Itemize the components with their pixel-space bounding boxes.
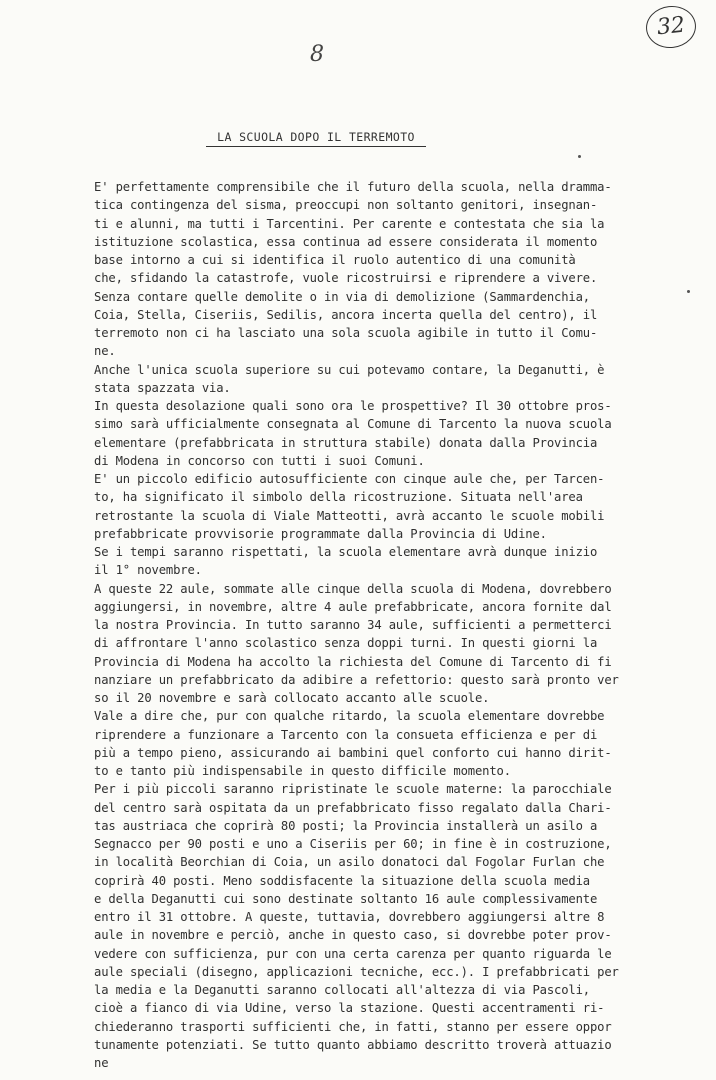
text-line: aule speciali (disegno, applicazioni tecniche, ecc.). I prefabbricati per xyxy=(94,964,619,979)
text-line: cioè a fianco di via Udine, verso la stazione. Questi accentramenti ri- xyxy=(94,1001,605,1016)
text-line: to e tanto più indispensabile in questo difficile momento. xyxy=(94,764,511,778)
text-line: Anche l'unica scuola superiore su cui potevamo contare, la Deganutti, è xyxy=(94,362,605,377)
text-line: prefabbricate provvisorie programmate dalla Provincia di Udine. xyxy=(94,526,547,541)
text-line: la nostra Provincia. In tutto saranno 34 aule, sufficienti a permetterci xyxy=(94,618,612,632)
text-line: stata spazzata via. xyxy=(94,380,231,395)
text-line: Segnacco per 90 posti e uno a Ciseriis per 60; in fine è in costruzione, xyxy=(94,837,612,851)
text-line: In questa desolazione quali sono ora le prospettive? Il 30 ottobre pros- xyxy=(94,399,612,413)
text-line: vedere con sufficienza, pur con una certa carenza per quanto riguarda le xyxy=(94,946,612,961)
text-line: so il 20 novembre e sarà collocato accanto alle scuole. xyxy=(94,691,490,705)
body-text xyxy=(94,178,674,1072)
text-line: aggiungersi, in novembre, altre 4 aule prefabbricate, ancora fornite dal xyxy=(94,599,612,614)
text-line: Provincia di Modena ha accolto la richiesta del Comune di Tarcento di fi xyxy=(94,654,612,669)
text-line: riprendere a funzionare a Tarcento con la consueta efficienza e per di xyxy=(94,727,598,742)
text-line: Vale a dire che, pur con qualche ritardo, la scuola elementare dovrebbe xyxy=(94,709,605,724)
text-line: tunamente potenziati. Se tutto quanto abbiamo descritto troverà attuazio xyxy=(94,1037,612,1052)
text-line: la media e la Deganutti saranno collocati all'altezza di via Pascoli, xyxy=(94,983,590,997)
text-line: Coia, Stella, Ciseriis, Sedilis, ancora incerta quella del centro), il xyxy=(94,307,598,322)
text-line: tica contingenza del sisma, preoccupi non soltanto genitori, insegnan- xyxy=(94,198,598,213)
text-line: Per i più piccoli saranno ripristinate le scuole materne: la parocchiale xyxy=(94,782,612,797)
text-line: e della Deganutti cui sono destinate soltanto 16 aule complessivamente xyxy=(94,891,598,906)
text-line: chiederanno trasporti sufficienti che, in fatti, stanno per essere oppor xyxy=(94,1019,612,1034)
text-line: che, sfidando la catastrofe, vuole ricostruirsi e riprendere a vivere. xyxy=(94,271,598,286)
handwritten-page-number: 32 xyxy=(644,4,698,51)
text-line: del centro sarà ospitata da un prefabbricato fisso regalato dalla Chari- xyxy=(94,800,612,815)
text-line: nanziare un prefabbricato da adibire a refettorio: questo sarà pronto ver xyxy=(94,672,619,687)
text-line: in località Beorchian di Coia, un asilo donatoci dal Fogolar Furlan che xyxy=(94,855,605,870)
document-title: LA SCUOLA DOPO IL TERREMOTO xyxy=(206,130,426,147)
speck-mark xyxy=(687,290,690,293)
text-line: base intorno a cui si identifica il ruolo autentico di una comunità xyxy=(94,253,576,267)
text-line: più a tempo pieno, assicurando ai bambini quel conforto cui hanno dirit- xyxy=(94,745,612,760)
text-line: tas austriaca che coprirà 80 posti; la Provincia installerà un asilo a xyxy=(94,818,598,833)
text-line: entro il 31 ottobre. A queste, tuttavia, dovrebbero aggiungersi altre 8 xyxy=(94,910,605,924)
text-line: E' perfettamente comprensibile che il futuro della scuola, nella dramma- xyxy=(94,180,612,194)
text-line: A queste 22 aule, sommate alle cinque della scuola di Modena, dovrebbero xyxy=(94,581,612,596)
text-line: ne xyxy=(94,1056,109,1070)
text-line: di affrontare l'anno scolastico senza doppi turni. In questi giorni la xyxy=(94,636,598,651)
text-line: di Modena in concorso con tutti i suoi Comuni. xyxy=(94,453,425,468)
text-line: il 1° novembre. xyxy=(94,563,202,578)
text-line: aule in novembre e perciò, anche in questo caso, si dovrebbe poter prov- xyxy=(94,928,612,943)
text-line: ne. xyxy=(94,344,116,359)
text-line: istituzione scolastica, essa continua ad essere considerata il momento xyxy=(94,234,598,249)
text-line: Se i tempi saranno rispettati, la scuola elementare avrà dunque inizio xyxy=(94,545,598,559)
text-line: ti e alunni, ma tutti i Tarcentini. Per carente e contestata che sia la xyxy=(94,216,605,231)
text-line: elementare (prefabbricata in struttura stabile) donata dalla Provincia xyxy=(94,435,598,450)
text-line: simo sarà ufficialmente consegnata al Comune di Tarcento la nuova scuola xyxy=(94,417,612,432)
text-line: to, ha significato il simbolo della ricostruzione. Situata nell'area xyxy=(94,490,583,505)
text-line: coprirà 40 posti. Meno soddisfacente la situazione della scuola media xyxy=(94,873,590,888)
text-line: retrostante la scuola di Viale Matteotti, avrà accanto le scuole mobili xyxy=(94,508,605,523)
text-line: Senza contare quelle demolite o in via di demolizione (Sammardenchia, xyxy=(94,289,590,304)
text-line: terremoto non ci ha lasciato una sola scuola agibile in tutto il Comu- xyxy=(94,326,598,340)
text-line: E' un piccolo edificio autosufficiente con cinque aule che, per Tarcen- xyxy=(94,472,605,486)
page-number: 8 xyxy=(310,42,324,67)
speck-mark xyxy=(578,155,581,158)
